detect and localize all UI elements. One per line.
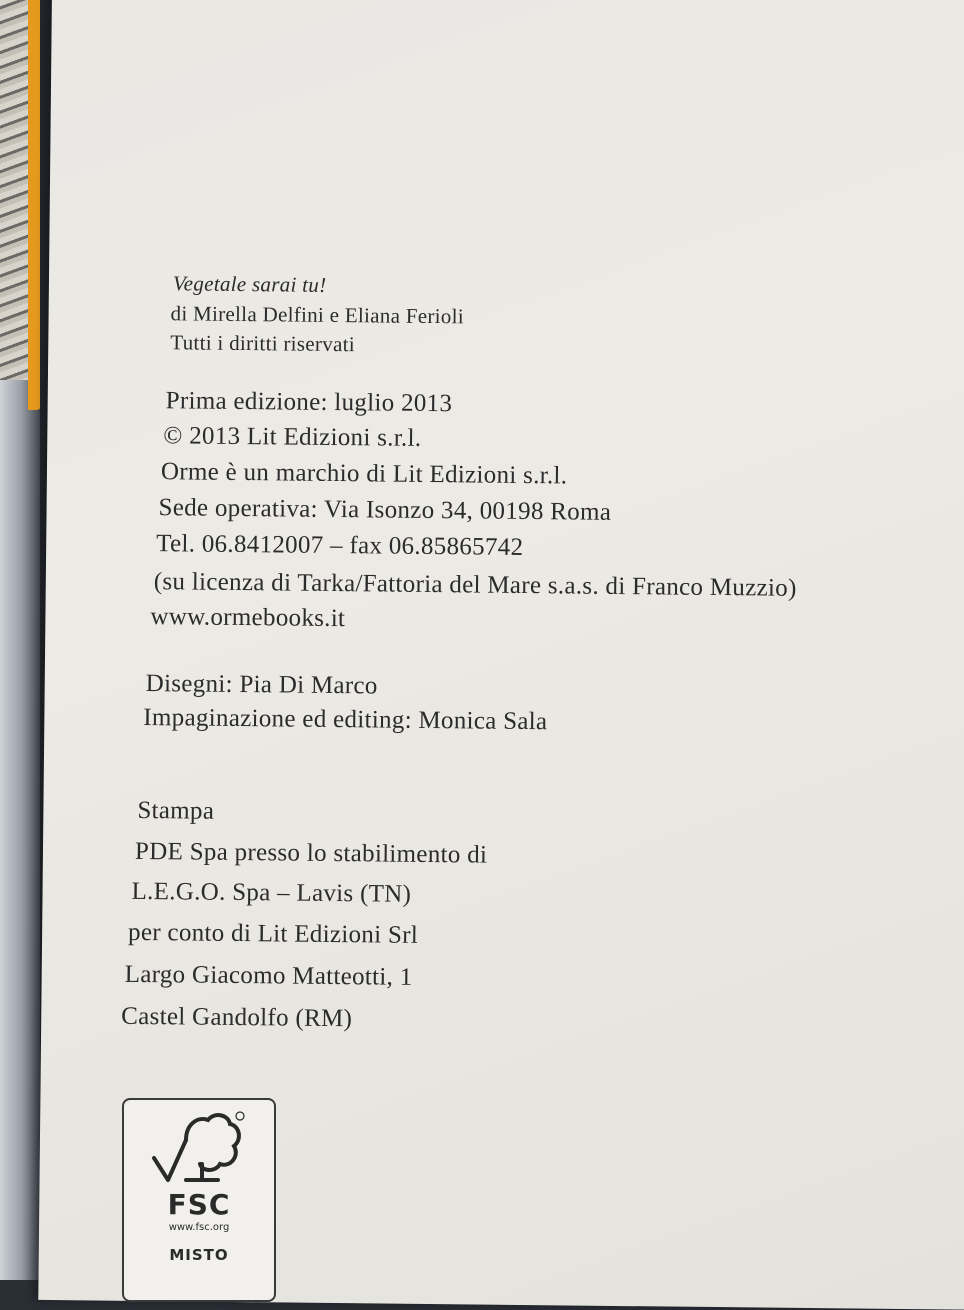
layout-credit: Impaginazione ed editing: Monica Sala xyxy=(143,703,548,736)
fsc-logo xyxy=(122,1098,276,1302)
printing-line-1: PDE Spa presso lo stabilimento di xyxy=(134,837,488,869)
copyright-line: © 2013 Lit Edizioni s.r.l. xyxy=(163,422,422,452)
first-edition-line: Prima edizione: luglio 2013 xyxy=(165,387,453,418)
license-line: (su licenza di Tarka/Fattoria del Mare s.a.s. di Franco Muzzio) xyxy=(153,568,797,602)
printing-line-3: per conto di Lit Edizioni Srl xyxy=(127,918,419,949)
fsc-misto-label: MISTO xyxy=(169,1246,229,1264)
printing-line-5: Castel Gandolfo (RM) xyxy=(121,1002,353,1033)
website-line: www.ormebooks.it xyxy=(150,603,346,633)
fsc-tree-icon xyxy=(146,1110,246,1190)
brand-line: Orme è un marchio di Lit Edizioni s.r.l. xyxy=(160,458,568,490)
phone-fax-line: Tel. 06.8412007 – fax 06.85865742 xyxy=(156,530,524,561)
printing-heading: Stampa xyxy=(137,796,215,825)
rights-line: Tutti i diritti riservati xyxy=(170,330,356,357)
drawings-credit: Disegni: Pia Di Marco xyxy=(145,670,378,700)
fsc-title: FSC xyxy=(167,1188,231,1221)
printing-line-2: L.E.G.O. Spa – Lavis (TN) xyxy=(131,877,412,908)
office-address-line: Sede operativa: Via Isonzo 34, 00198 Roma xyxy=(158,494,612,526)
fsc-url: www.fsc.org xyxy=(168,1222,230,1233)
book-title: Vegetale sarai tu! xyxy=(172,271,327,297)
printing-line-4: Largo Giacomo Matteotti, 1 xyxy=(124,960,413,991)
authors-line: di Mirella Delfini e Eliana Ferioli xyxy=(170,301,465,329)
